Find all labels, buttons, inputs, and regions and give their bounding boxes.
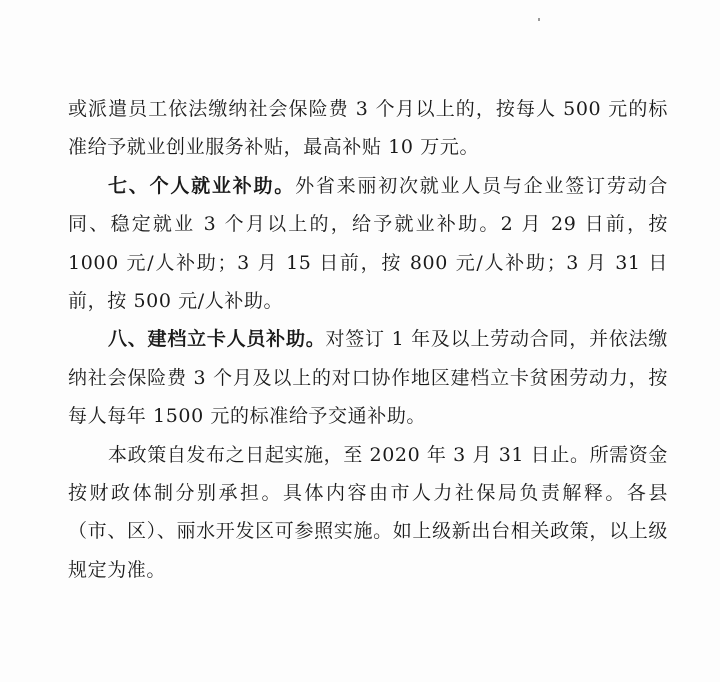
section-8-heading: 八、建档立卡人员补助。	[108, 328, 326, 351]
paragraph-text: 本政策自发布之日起实施，至 2020 年 3 月 31 日止。所需资金按财政体制分别承担。具体内容由市人力社保局负责解释。各县（市、区）、丽水开发区可参照实施。如上级新出台相关政策，以上级规定为准。	[68, 443, 668, 581]
scan-mark	[538, 18, 540, 21]
paragraph-closing	[68, 436, 668, 590]
paragraph-text: 外省来丽初次就业人员与企业签订劳动合同、稳定就业 3 个月以上的，给予就业补助。2 月 29 日前，按 1000 元/人补助；3 月 15 日前，按 800 元/人补助；3 月 31 日前，按 500 元/人补助。	[68, 174, 668, 313]
paragraph-section-8	[68, 320, 668, 435]
paragraph-continuation	[68, 90, 668, 167]
document-body	[68, 90, 668, 589]
paragraph-text: 或派遣员工依法缴纳社会保险费 3 个月以上的，按每人 500 元的标准给予就业创业服务补贴，最高补贴 10 万元。	[68, 98, 668, 159]
section-7-heading: 七、个人就业补助。	[108, 174, 296, 197]
paragraph-text: 对签订 1 年及以上劳动合同，并依法缴纳社会保险费 3 个月及以上的对口协作地区建档立卡贫困劳动力，按每人每年 1500 元的标准给予交通补助。	[68, 328, 668, 428]
paragraph-section-7	[68, 167, 668, 321]
